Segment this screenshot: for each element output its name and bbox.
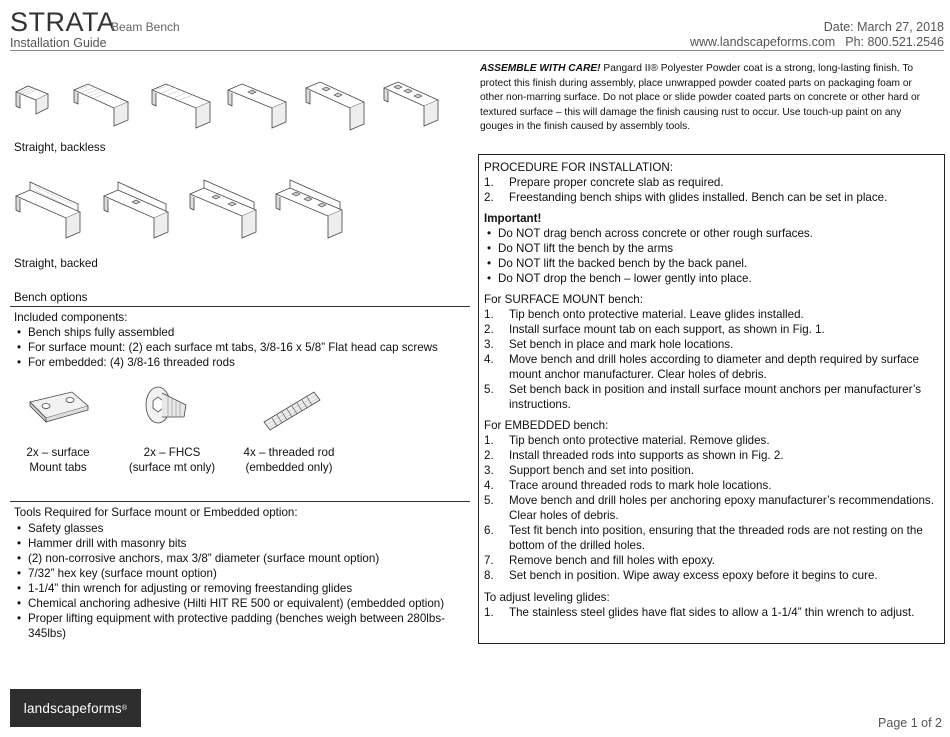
embedded-step: 5. Move bench and drill holes per anchoring epoxy manufacturer’s recommendations. Clear holes of debris. bbox=[484, 494, 934, 522]
caption-line: 2x – FHCS bbox=[143, 446, 201, 459]
guide-label: Installation Guide bbox=[10, 36, 107, 50]
brand-title: STRATA bbox=[10, 7, 116, 37]
included-components-heading: Included components: bbox=[14, 311, 128, 324]
tool-item: • 1-1/4” thin wrench for adjusting or removing freestanding glides bbox=[14, 581, 454, 596]
important-item: • Do NOT lift the bench by the arms bbox=[484, 241, 939, 256]
document-date: Date: March 27, 2018 bbox=[823, 20, 944, 34]
straight-backed-label: Straight, backed bbox=[14, 257, 98, 270]
embedded-step: 8. Set bench in position. Wipe away excess epoxy before it begins to cure. bbox=[484, 569, 878, 582]
included-components-list bbox=[14, 325, 469, 370]
bench-options-heading: Bench options bbox=[14, 291, 88, 304]
glides-step: 1. The stainless steel glides have flat sides to allow a 1-1/4” thin wrench to adjust. bbox=[484, 606, 915, 619]
surface-mount-heading: For SURFACE MOUNT bench: bbox=[484, 293, 643, 306]
website-link[interactable]: www.landscapeforms.com bbox=[690, 35, 836, 49]
surface-step: 3. Set bench in place and mark hole locations. bbox=[484, 338, 734, 351]
glides-steps bbox=[484, 605, 939, 620]
threaded-rod-caption bbox=[236, 445, 342, 475]
tool-item: • Hammer drill with masonry bits bbox=[14, 536, 454, 551]
surface-mount-tab-image bbox=[28, 388, 90, 428]
bench-backed-4-image bbox=[274, 178, 344, 242]
important-item: • Do NOT drop the bench – lower gently into place. bbox=[484, 271, 939, 286]
bench-backless-3-image bbox=[150, 82, 212, 130]
product-name: Beam Bench bbox=[111, 20, 180, 34]
caption-line: Mount tabs bbox=[29, 461, 87, 474]
header-divider bbox=[10, 50, 944, 51]
tool-item: • Proper lifting equipment with protective padding (benches weigh between 280lbs-345lbs) bbox=[14, 611, 454, 641]
surface-step: 1. Tip bench onto protective material. Leave glides installed. bbox=[484, 308, 804, 321]
fhcs-screw-image bbox=[142, 383, 190, 431]
important-item: • Do NOT drag bench across concrete or other rough surfaces. bbox=[484, 226, 939, 241]
bench-backed-3-image bbox=[188, 178, 258, 242]
bench-backless-1-image bbox=[14, 84, 50, 118]
tool-item: • Safety glasses bbox=[14, 521, 454, 536]
caption-line: (embedded only) bbox=[245, 461, 333, 474]
bench-backed-2-image bbox=[102, 180, 170, 242]
procedure-step: 1. Prepare proper concrete slab as required. bbox=[484, 176, 724, 189]
surface-step: 4. Move bench and drill holes according to diameter and depth required by surface mount anchor manufacturer. Clear holes of debris. bbox=[484, 353, 919, 381]
surface-step: 5. Set bench back in position and install surface mount anchors per manufacturer’s instructions. bbox=[484, 383, 922, 411]
included-item: • For surface mount: (2) each surface mt tabs, 3/8-16 x 5/8” Flat head cap screws bbox=[14, 340, 469, 355]
bench-backed-1-image bbox=[14, 180, 82, 242]
caption-line: (surface mt only) bbox=[128, 461, 216, 474]
page-number: Page 1 of 2 bbox=[878, 716, 942, 730]
tools-divider bbox=[10, 501, 470, 502]
bench-backless-2-image bbox=[72, 82, 130, 128]
threaded-rod-image bbox=[258, 384, 326, 432]
phone-number: Ph: 800.521.2546 bbox=[845, 35, 944, 49]
important-list bbox=[484, 226, 939, 286]
caption-line: 2x – surface bbox=[26, 446, 90, 459]
embedded-step: 4. Trace around threaded rods to mark hole locations. bbox=[484, 479, 772, 492]
glides-heading: To adjust leveling glides: bbox=[484, 591, 610, 604]
procedure-steps bbox=[484, 175, 939, 205]
bench-backless-4-image bbox=[226, 82, 288, 130]
embedded-step: 3. Support bench and set into position. bbox=[484, 464, 694, 477]
important-item: • Do NOT lift the backed bench by the back panel. bbox=[484, 256, 939, 271]
bench-options-divider bbox=[10, 306, 470, 307]
tool-item: • (2) non-corrosive anchors, max 3/8” diameter (surface mount option) bbox=[14, 551, 454, 566]
tools-list bbox=[14, 521, 454, 641]
procedure-step: 2. Freestanding bench ships with glides installed. Bench can be set in place. bbox=[484, 191, 888, 204]
assembly-warning bbox=[480, 62, 935, 135]
embedded-step: 7. Remove bench and fill holes with epoxy. bbox=[484, 554, 716, 567]
included-item: • For embedded: (4) 3/8-16 threaded rods bbox=[14, 355, 469, 370]
fhcs-caption bbox=[120, 445, 224, 475]
surface-mount-tab-caption bbox=[18, 445, 98, 475]
embedded-step: 1. Tip bench onto protective material. Remove glides. bbox=[484, 434, 770, 447]
tool-item: • Chemical anchoring adhesive (Hilti HIT RE 500 or equivalent) (embedded option) bbox=[14, 596, 454, 611]
important-heading: Important! bbox=[484, 212, 542, 225]
tool-item: • 7/32” hex key (surface mount option) bbox=[14, 566, 454, 581]
included-item: • Bench ships fully assembled bbox=[14, 325, 469, 340]
procedure-heading: PROCEDURE FOR INSTALLATION: bbox=[484, 161, 673, 174]
embedded-heading: For EMBEDDED bench: bbox=[484, 419, 609, 432]
bench-backless-5-image bbox=[304, 80, 366, 132]
embedded-step: 6. Test fit bench into position, ensuring that the threaded rods are not resting on the bottom of the drilled holes. bbox=[484, 524, 923, 552]
caption-line: 4x – threaded rod bbox=[243, 446, 335, 459]
warning-body: Pangard II® Polyester Powder coat is a strong, long-lasting finish. To protect this finish during assembly, place unwrapped powder coated parts on packaging foam or other non-marring surface. Do not place or slide powder coated parts on concrete or other hard or textured surface – this will damage the finish causing rust to occur. Use touch-up paint on any gouges in the finish caused by assembly tools. bbox=[480, 63, 920, 132]
warning-lead: ASSEMBLE WITH CARE! bbox=[480, 63, 601, 74]
bench-backless-6-image bbox=[382, 80, 440, 128]
landscapeforms-logo: landscape forms ® bbox=[10, 689, 141, 727]
surface-mount-steps bbox=[484, 307, 926, 412]
surface-step: 2. Install surface mount tab on each support, as shown in Fig. 1. bbox=[484, 323, 825, 336]
embedded-steps bbox=[484, 433, 936, 583]
straight-backless-label: Straight, backless bbox=[14, 141, 106, 154]
embedded-step: 2. Install threaded rods into supports as shown in Fig. 2. bbox=[484, 449, 784, 462]
tools-heading: Tools Required for Surface mount or Embedded option: bbox=[14, 506, 298, 519]
